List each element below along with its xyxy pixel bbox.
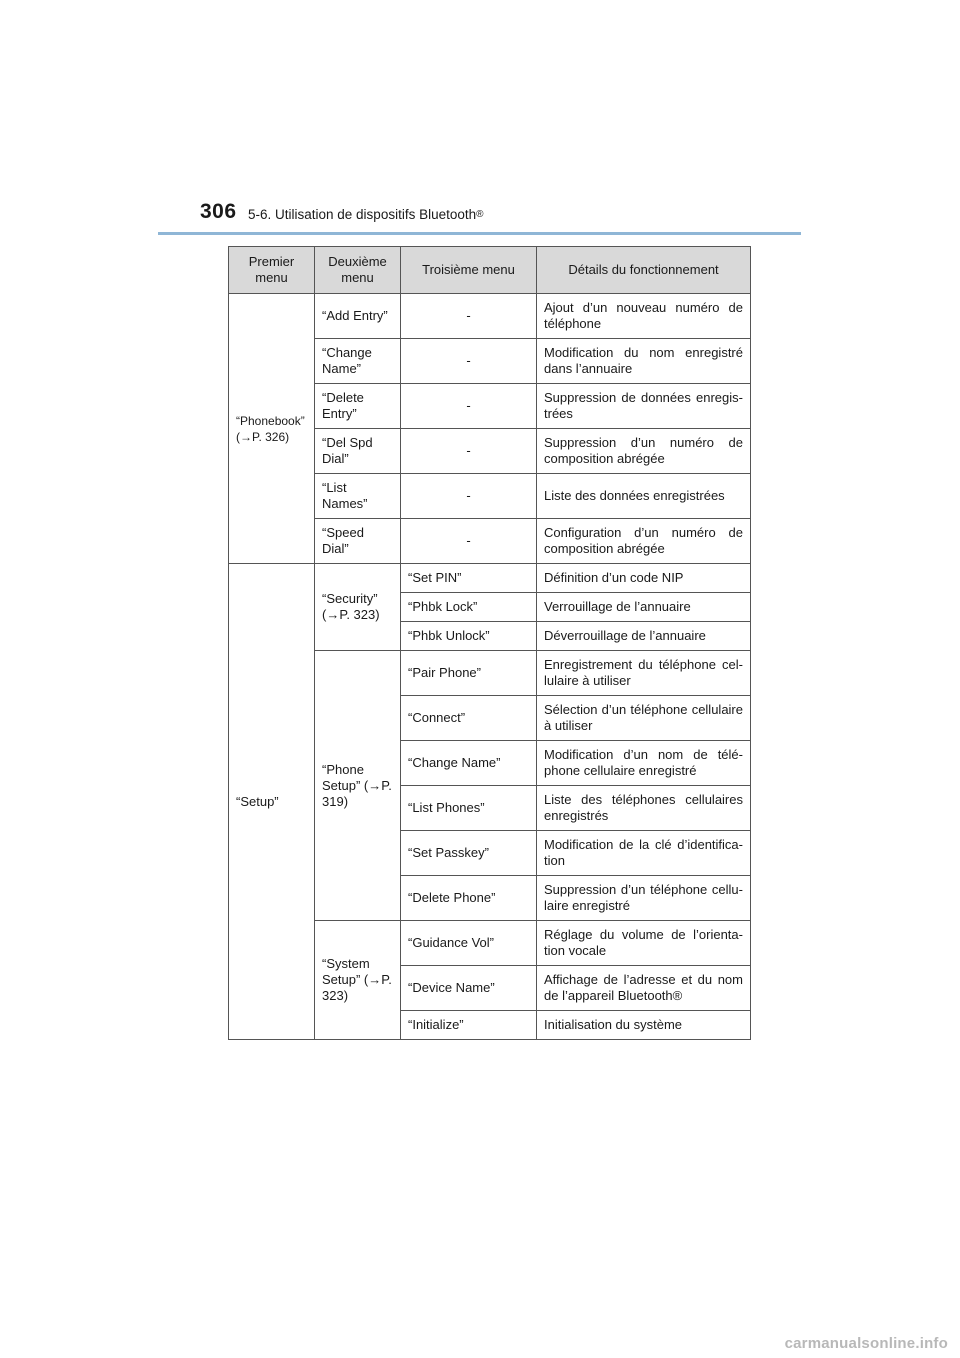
page-header <box>0 0 960 240</box>
third-menu-cell: - <box>401 474 537 519</box>
table-header-row <box>229 247 751 294</box>
third-menu-cell: “Phbk Lock” <box>401 593 537 622</box>
page-number: 306 <box>200 200 237 223</box>
third-menu-cell: “Delete Phone” <box>401 876 537 921</box>
detail-cell: Déverrouillage de l’annuaire <box>537 622 751 651</box>
second-menu-security: “Security” (→P. 323) <box>315 564 401 651</box>
detail-cell: Initialisation du système <box>537 1011 751 1040</box>
detail-cell: Liste des données enregistrées <box>537 474 751 519</box>
table-row <box>229 294 751 339</box>
header-rule <box>158 232 801 235</box>
detail-cell: Modification de la clé d’identification <box>537 831 751 876</box>
third-menu-cell: - <box>401 429 537 474</box>
watermark-text: carmanualsonline.info <box>784 1335 948 1352</box>
third-menu-cell: “Guidance Vol” <box>401 921 537 966</box>
section-title-text: 5-6. Utilisation de dispositifs Bluetooth <box>248 207 477 222</box>
third-menu-cell: “Connect” <box>401 696 537 741</box>
detail-cell: Suppression d’un téléphone cellulaire enregistré <box>537 876 751 921</box>
detail-cell: Affichage de l’adresse et du nom de l’appareil Bluetooth® <box>537 966 751 1011</box>
second-menu-cell: “Delete Entry” <box>315 384 401 429</box>
third-menu-cell: - <box>401 339 537 384</box>
column-header-details: Détails du fonctionnement <box>537 247 751 294</box>
third-menu-cell: “Change Name” <box>401 741 537 786</box>
detail-cell: Configuration d’un numéro de composition abrégée <box>537 519 751 564</box>
bluetooth-menu-table <box>228 246 751 1040</box>
column-header-first-menu: Premier menu <box>229 247 315 294</box>
third-menu-cell: “List Phones” <box>401 786 537 831</box>
third-menu-cell: “Phbk Unlock” <box>401 622 537 651</box>
phonebook-label: “Phonebook” <box>236 413 305 428</box>
second-menu-cell: “Change Name” <box>315 339 401 384</box>
third-menu-cell: “Pair Phone” <box>401 651 537 696</box>
second-menu-phone-setup: “Phone Setup” (→P. 319) <box>315 651 401 921</box>
column-header-third-menu: Troisième menu <box>401 247 537 294</box>
phonebook-page-ref: (→P. 326) <box>236 429 290 444</box>
third-menu-cell: “Device Name” <box>401 966 537 1011</box>
detail-cell: Enregistrement du téléphone cellulaire à utiliser <box>537 651 751 696</box>
third-menu-cell: “Set PIN” <box>401 564 537 593</box>
second-menu-cell: “List Names” <box>315 474 401 519</box>
detail-cell: Verrouillage de l’annuaire <box>537 593 751 622</box>
second-menu-system-setup: “System Setup” (→P. 323) <box>315 921 401 1040</box>
detail-cell: Définition d’un code NIP <box>537 564 751 593</box>
detail-cell: Liste des téléphones cellulaires enregistrés <box>537 786 751 831</box>
third-menu-cell: - <box>401 519 537 564</box>
second-menu-cell: “Speed Dial” <box>315 519 401 564</box>
second-menu-cell: “Del Spd Dial” <box>315 429 401 474</box>
second-menu-cell: “Add Entry” <box>315 294 401 339</box>
registered-mark: ® <box>476 209 484 220</box>
column-header-second-menu: Deuxième menu <box>315 247 401 294</box>
first-menu-phonebook <box>229 294 315 564</box>
third-menu-cell: “Set Passkey” <box>401 831 537 876</box>
detail-cell: Sélection d’un téléphone cellulaire à utiliser <box>537 696 751 741</box>
detail-cell: Modification d’un nom de téléphone cellulaire enregistré <box>537 741 751 786</box>
table-row <box>229 564 751 593</box>
first-menu-setup: “Setup” <box>229 564 315 1040</box>
third-menu-cell: “Initialize” <box>401 1011 537 1040</box>
detail-cell: Modification du nom enregistré dans l’annuaire <box>537 339 751 384</box>
detail-cell: Suppression d’un numéro de composition abrégée <box>537 429 751 474</box>
detail-cell: Ajout d’un nouveau numéro de téléphone <box>537 294 751 339</box>
third-menu-cell: - <box>401 384 537 429</box>
third-menu-cell: - <box>401 294 537 339</box>
detail-cell: Réglage du volume de l’orientation vocale <box>537 921 751 966</box>
detail-cell: Suppression de données enregistrées <box>537 384 751 429</box>
section-title <box>248 207 484 222</box>
